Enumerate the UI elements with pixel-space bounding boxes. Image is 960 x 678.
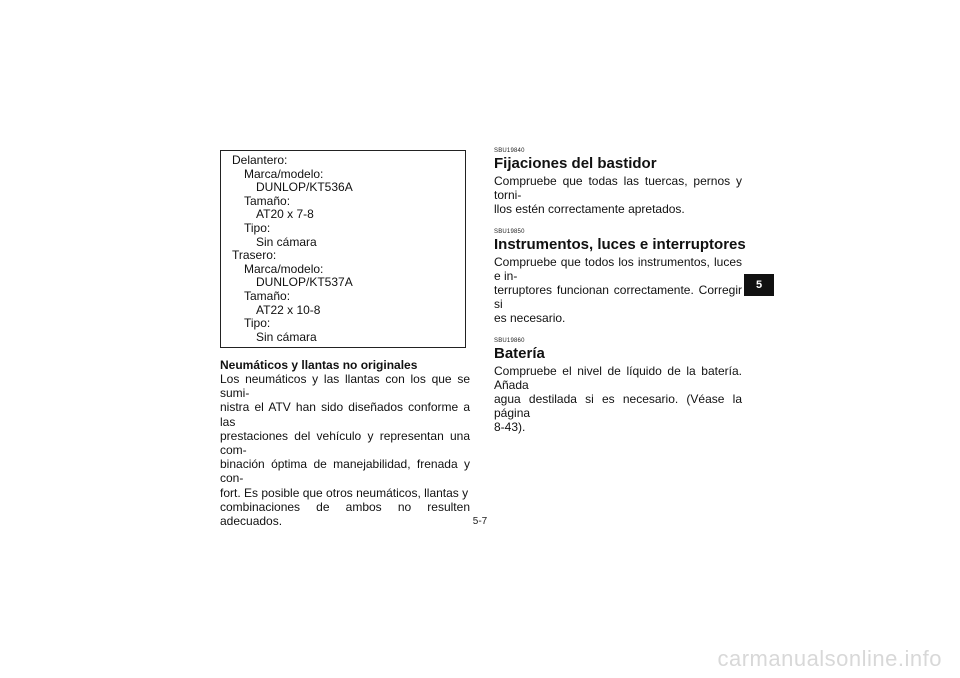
instruments-lights-section (494, 228, 746, 326)
spec-rear-size-label: Tamaño: (244, 288, 291, 303)
body-line: llos estén correctamente apretados. (494, 202, 685, 217)
section-body (494, 174, 742, 217)
body-line: 8-43). (494, 420, 526, 435)
spec-rear-type-label: Tipo: (244, 316, 271, 331)
spec-front-size-label: Tamaño: (244, 193, 291, 208)
body-line: Compruebe que todas las tuercas, pernos y torni- (494, 174, 742, 203)
body-line: binación óptima de manejabilidad, frenada y con- (220, 457, 470, 486)
spec-front-brand-value: DUNLOP/KT536A (256, 180, 353, 195)
section-title: Fijaciones del bastidor (494, 155, 657, 172)
section-title: Instrumentos, luces e interruptores (494, 235, 746, 253)
non-original-tires-body (220, 372, 470, 528)
body-line: Compruebe que todos los instrumentos, luces e in- (494, 254, 742, 283)
spec-front-size-value: AT20 x 7-8 (256, 207, 314, 222)
watermark: carmanualsonline.info (717, 646, 942, 671)
tire-spec-box (220, 150, 466, 348)
chapter-tab: 5 (744, 274, 774, 296)
body-line: Compruebe el nivel de líquido de la batería. Añada (494, 363, 742, 392)
section-code: SBU19840 (494, 148, 525, 154)
non-original-tires-heading: Neumáticos y llantas no originales (220, 358, 418, 372)
frame-fasteners-section (494, 148, 742, 217)
spec-rear-label: Trasero: (232, 248, 277, 263)
spec-front-brand-label: Marca/modelo: (244, 166, 324, 181)
non-original-tires-section (220, 358, 470, 528)
section-code: SBU19850 (494, 228, 525, 235)
section-body (494, 255, 742, 326)
body-line: es necesario. (494, 311, 566, 326)
spec-front-type-label: Tipo: (244, 220, 271, 235)
battery-section (494, 338, 742, 435)
section-body (494, 364, 742, 435)
body-line: agua destilada si es necesario. (Véase la página (494, 392, 742, 421)
body-line: prestaciones del vehículo y representan una com- (220, 428, 470, 458)
body-line: nistra el ATV han sido diseñados conforme a las (220, 400, 470, 429)
body-line: fort. Es posible que otros neumáticos, llantas y (220, 485, 469, 500)
section-title: Batería (494, 344, 545, 362)
body-line: terruptores funcionan correctamente. Corregir si (494, 283, 742, 312)
spec-rear-brand-value: DUNLOP/KT537A (256, 275, 353, 290)
spec-front-type-value: Sin cámara (256, 234, 317, 249)
spec-rear-type-value: Sin cámara (256, 329, 317, 344)
spec-front-label: Delantero: (232, 153, 288, 167)
spec-rear-brand-label: Marca/modelo: (244, 261, 324, 276)
section-code: SBU19860 (494, 337, 525, 344)
page-number: 5-7 (472, 516, 488, 527)
body-line: combinaciones de ambos no resulten adecuados. (220, 499, 470, 529)
right-column (494, 148, 746, 447)
body-line: Los neumáticos y las llantas con los que se sumi- (220, 372, 470, 401)
spec-rear-size-value: AT22 x 10-8 (256, 302, 321, 317)
